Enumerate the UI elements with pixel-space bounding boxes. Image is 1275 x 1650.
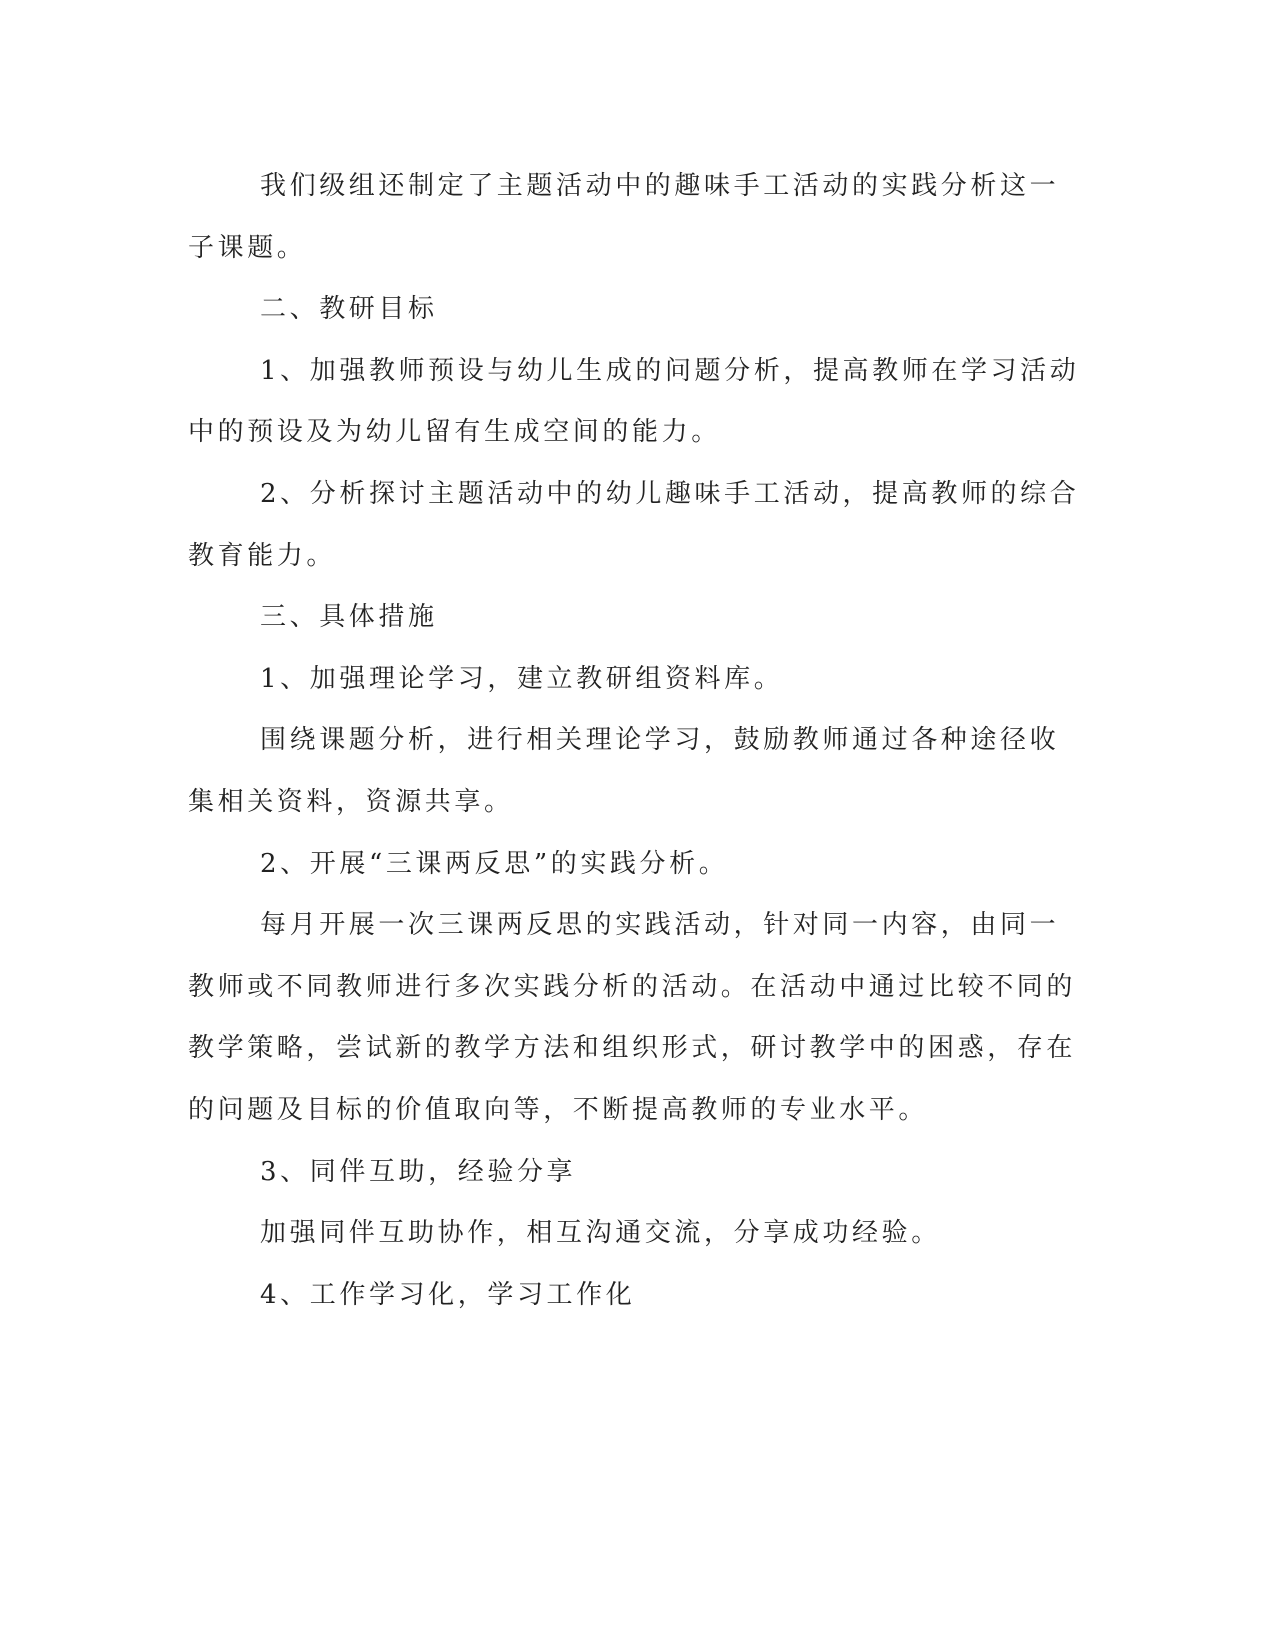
goal-item-1: 1、加强教师预设与幼儿生成的问题分析，提高教师在学习活动中的预设及为幼儿留有生成空间的能力。 bbox=[188, 355, 1080, 448]
measure-item-3: 3、同伴互助，经验分享 bbox=[260, 1156, 577, 1187]
measure-item-1-detail: 围绕课题分析，进行相关理论学习，鼓励教师通过各种途径收集相关资料，资源共享。 bbox=[188, 725, 1060, 817]
measure-item-1: 1、加强理论学习，建立教研组资料库。 bbox=[260, 663, 784, 694]
heading-research-goals: 二、教研目标 bbox=[260, 294, 438, 325]
paragraph-subtopic: 我们级组还制定了主题活动中的趣味手工活动的实践分析这一子课题。 bbox=[188, 171, 1060, 263]
measure-item-2: 2、开展“三课两反思”的实践分析。 bbox=[260, 848, 729, 879]
measure-item-3-detail: 加强同伴互助协作，相互沟通交流，分享成功经验。 bbox=[260, 1218, 941, 1249]
measure-item-2-detail: 每月开展一次三课两反思的实践活动，针对同一内容，由同一教师或不同教师进行多次实践分析的活动。在活动中通过比较不同的教学策略，尝试新的教学方法和组织形式，研讨教学中的困惑，存在的问题及目标的价值取向等，不断提高教师的专业水平。 bbox=[188, 910, 1077, 1125]
document-body bbox=[188, 156, 1088, 1326]
goal-item-2: 2、分析探讨主题活动中的幼儿趣味手工活动，提高教师的综合教育能力。 bbox=[188, 478, 1080, 571]
heading-specific-measures: 三、具体措施 bbox=[260, 602, 438, 633]
measure-item-4: 4、工作学习化，学习工作化 bbox=[260, 1279, 636, 1310]
